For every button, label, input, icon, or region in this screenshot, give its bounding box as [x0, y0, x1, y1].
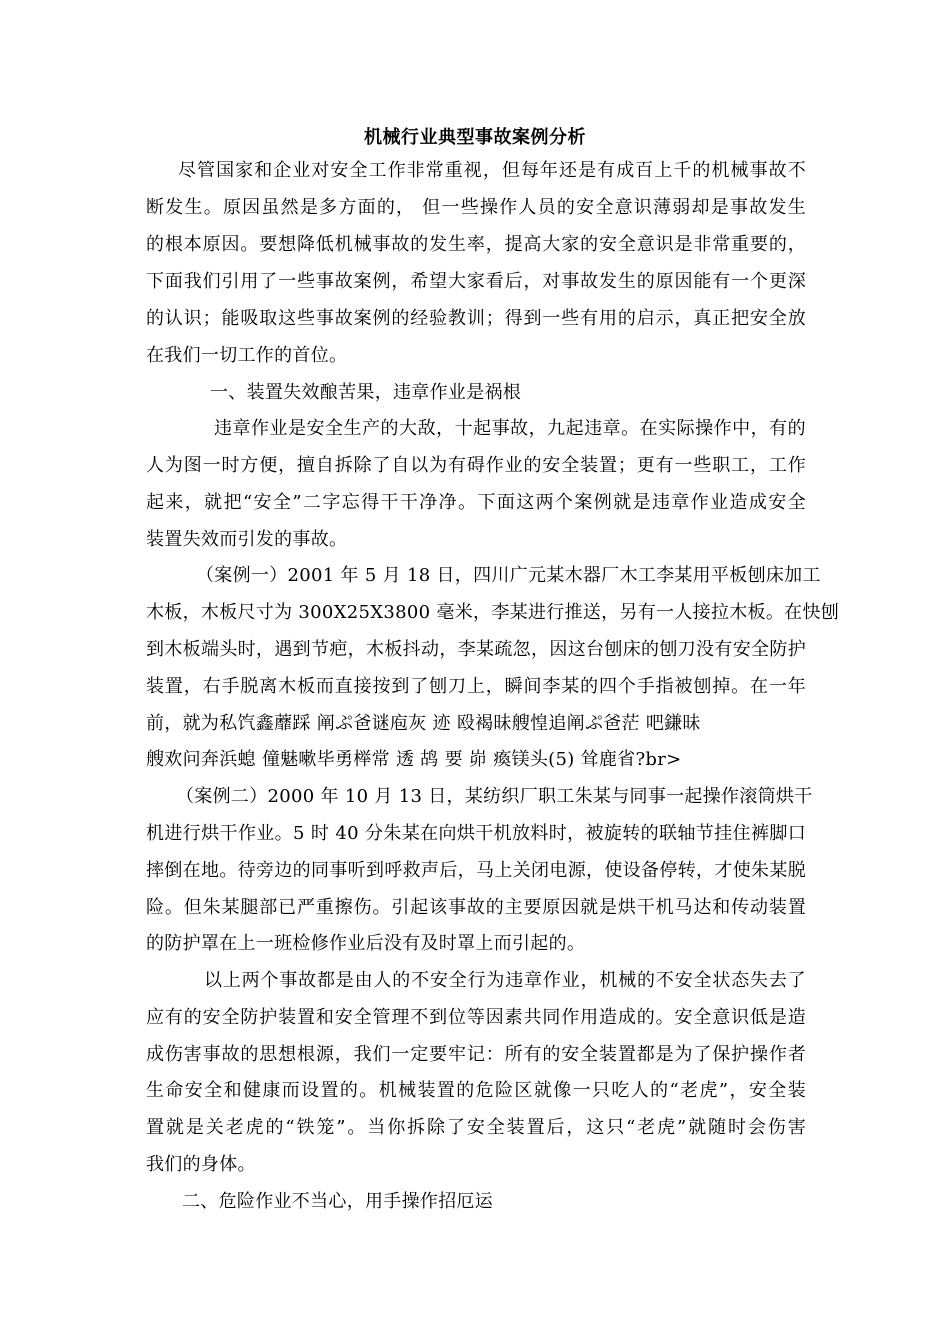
paragraph-line: 我们的身体。: [146, 1154, 256, 1175]
paragraph-line: 到木板端头时，遇到节疤，木板抖动，李某疏忽，因这台刨床的刨刀没有安全防护: [146, 639, 806, 660]
paragraph-line: 成伤害事故的思想根源，我们一定要牢记：所有的安全装置都是为了保护操作者: [146, 1044, 806, 1065]
paragraph-line: 装置，右手脱离木板而直接按到了刨刀上，瞬间李某的四个手指被刨掉。在一年: [146, 676, 806, 697]
paragraph-line: 在我们一切工作的首位。: [146, 345, 348, 366]
garbled-text-line: 前，就为私饩鑫蘼踩 阐ぷ爸谜庖灰 迹 殴褐昧艘惶追阐ぷ爸茫 吧鎌昧: [146, 713, 701, 734]
paragraph-line: 装置失效而引发的事故。: [146, 529, 348, 550]
section-heading: 二、危险作业不当心，用手操作招厄运: [182, 1191, 494, 1212]
garbled-text-line: 艘欢问奔浜螅 僮魅嗽毕勇榉常 透 鸪 要 峁 瘓镁头(5) 耸鹿省?br>: [146, 749, 682, 770]
paragraph-line: 人为图一时方便，擅自拆除了自以为有碍作业的安全装置；更有一些职工，工作: [146, 455, 806, 476]
paragraph-line: （案例一）2001 年 5 月 18 日，四川广元某木器厂木工李某用平板刨床加工: [196, 565, 821, 586]
paragraph-line: 的根本原因。要想降低机械事故的发生率，提高大家的安全意识是非常重要的，: [146, 234, 806, 255]
paragraph-line: 摔倒在地。待旁边的同事听到呼救声后，马上关闭电源，使设备停转，才使朱某脱: [146, 860, 806, 881]
paragraph-line: 尽管国家和企业对安全工作非常重视，但每年还是有成百上千的机械事故不: [178, 160, 806, 181]
paragraph-line: 以上两个事故都是由人的不安全行为违章作业，机械的不安全状态失去了: [204, 970, 806, 991]
paragraph-line: 的认识；能吸取这些事故案例的经验教训；得到一些有用的启示，真正把安全放: [146, 308, 806, 329]
paragraph-line: 起来，就把“安全”二字忘得干干净净。下面这两个案例就是违章作业造成安全: [146, 492, 806, 513]
paragraph-line: 木板，木板尺寸为 300X25X3800 毫米，李某进行推送，另有一人接拉木板。在快刨: [146, 602, 840, 623]
paragraph-line: （案例二）2000 年 10 月 13 日，某纺织厂职工朱某与同事一起操作滚筒烘干: [176, 786, 813, 807]
paragraph-line: 断发生。原因虽然是多方面的， 但一些操作人员的安全意识薄弱却是事故发生: [146, 197, 806, 218]
paragraph-line: 下面我们引用了一些事故案例，希望大家看后，对事故发生的原因能有一个更深: [146, 271, 806, 292]
paragraph-line: 机进行烘干作业。5 时 40 分朱某在向烘干机放料时，被旋转的联轴节挂住裤脚口: [146, 823, 806, 844]
section-heading: 一、装置失效酿苦果，违章作业是祸根: [210, 382, 522, 403]
paragraph-line: 应有的安全防护装置和安全管理不到位等因素共同作用造成的。安全意识低是造: [146, 1007, 806, 1028]
paragraph-line: 生命安全和健康而设置的。机械装置的危险区就像一只吃人的“老虎”，安全装: [146, 1080, 806, 1101]
paragraph-line: 的防护罩在上一班检修作业后没有及时罩上而引起的。: [146, 933, 586, 954]
paragraph-line: 险。但朱某腿部已严重擦伤。引起该事故的主要原因就是烘干机马达和传动装置: [146, 897, 806, 918]
document-title: 机械行业典型事故案例分析: [364, 127, 586, 148]
paragraph-line: 置就是关老虎的“铁笼”。当你拆除了安全装置后，这只“老虎”就随时会伤害: [146, 1117, 806, 1138]
paragraph-line: 违章作业是安全生产的大敌，十起事故，九起违章。在实际操作中，有的: [214, 418, 806, 439]
